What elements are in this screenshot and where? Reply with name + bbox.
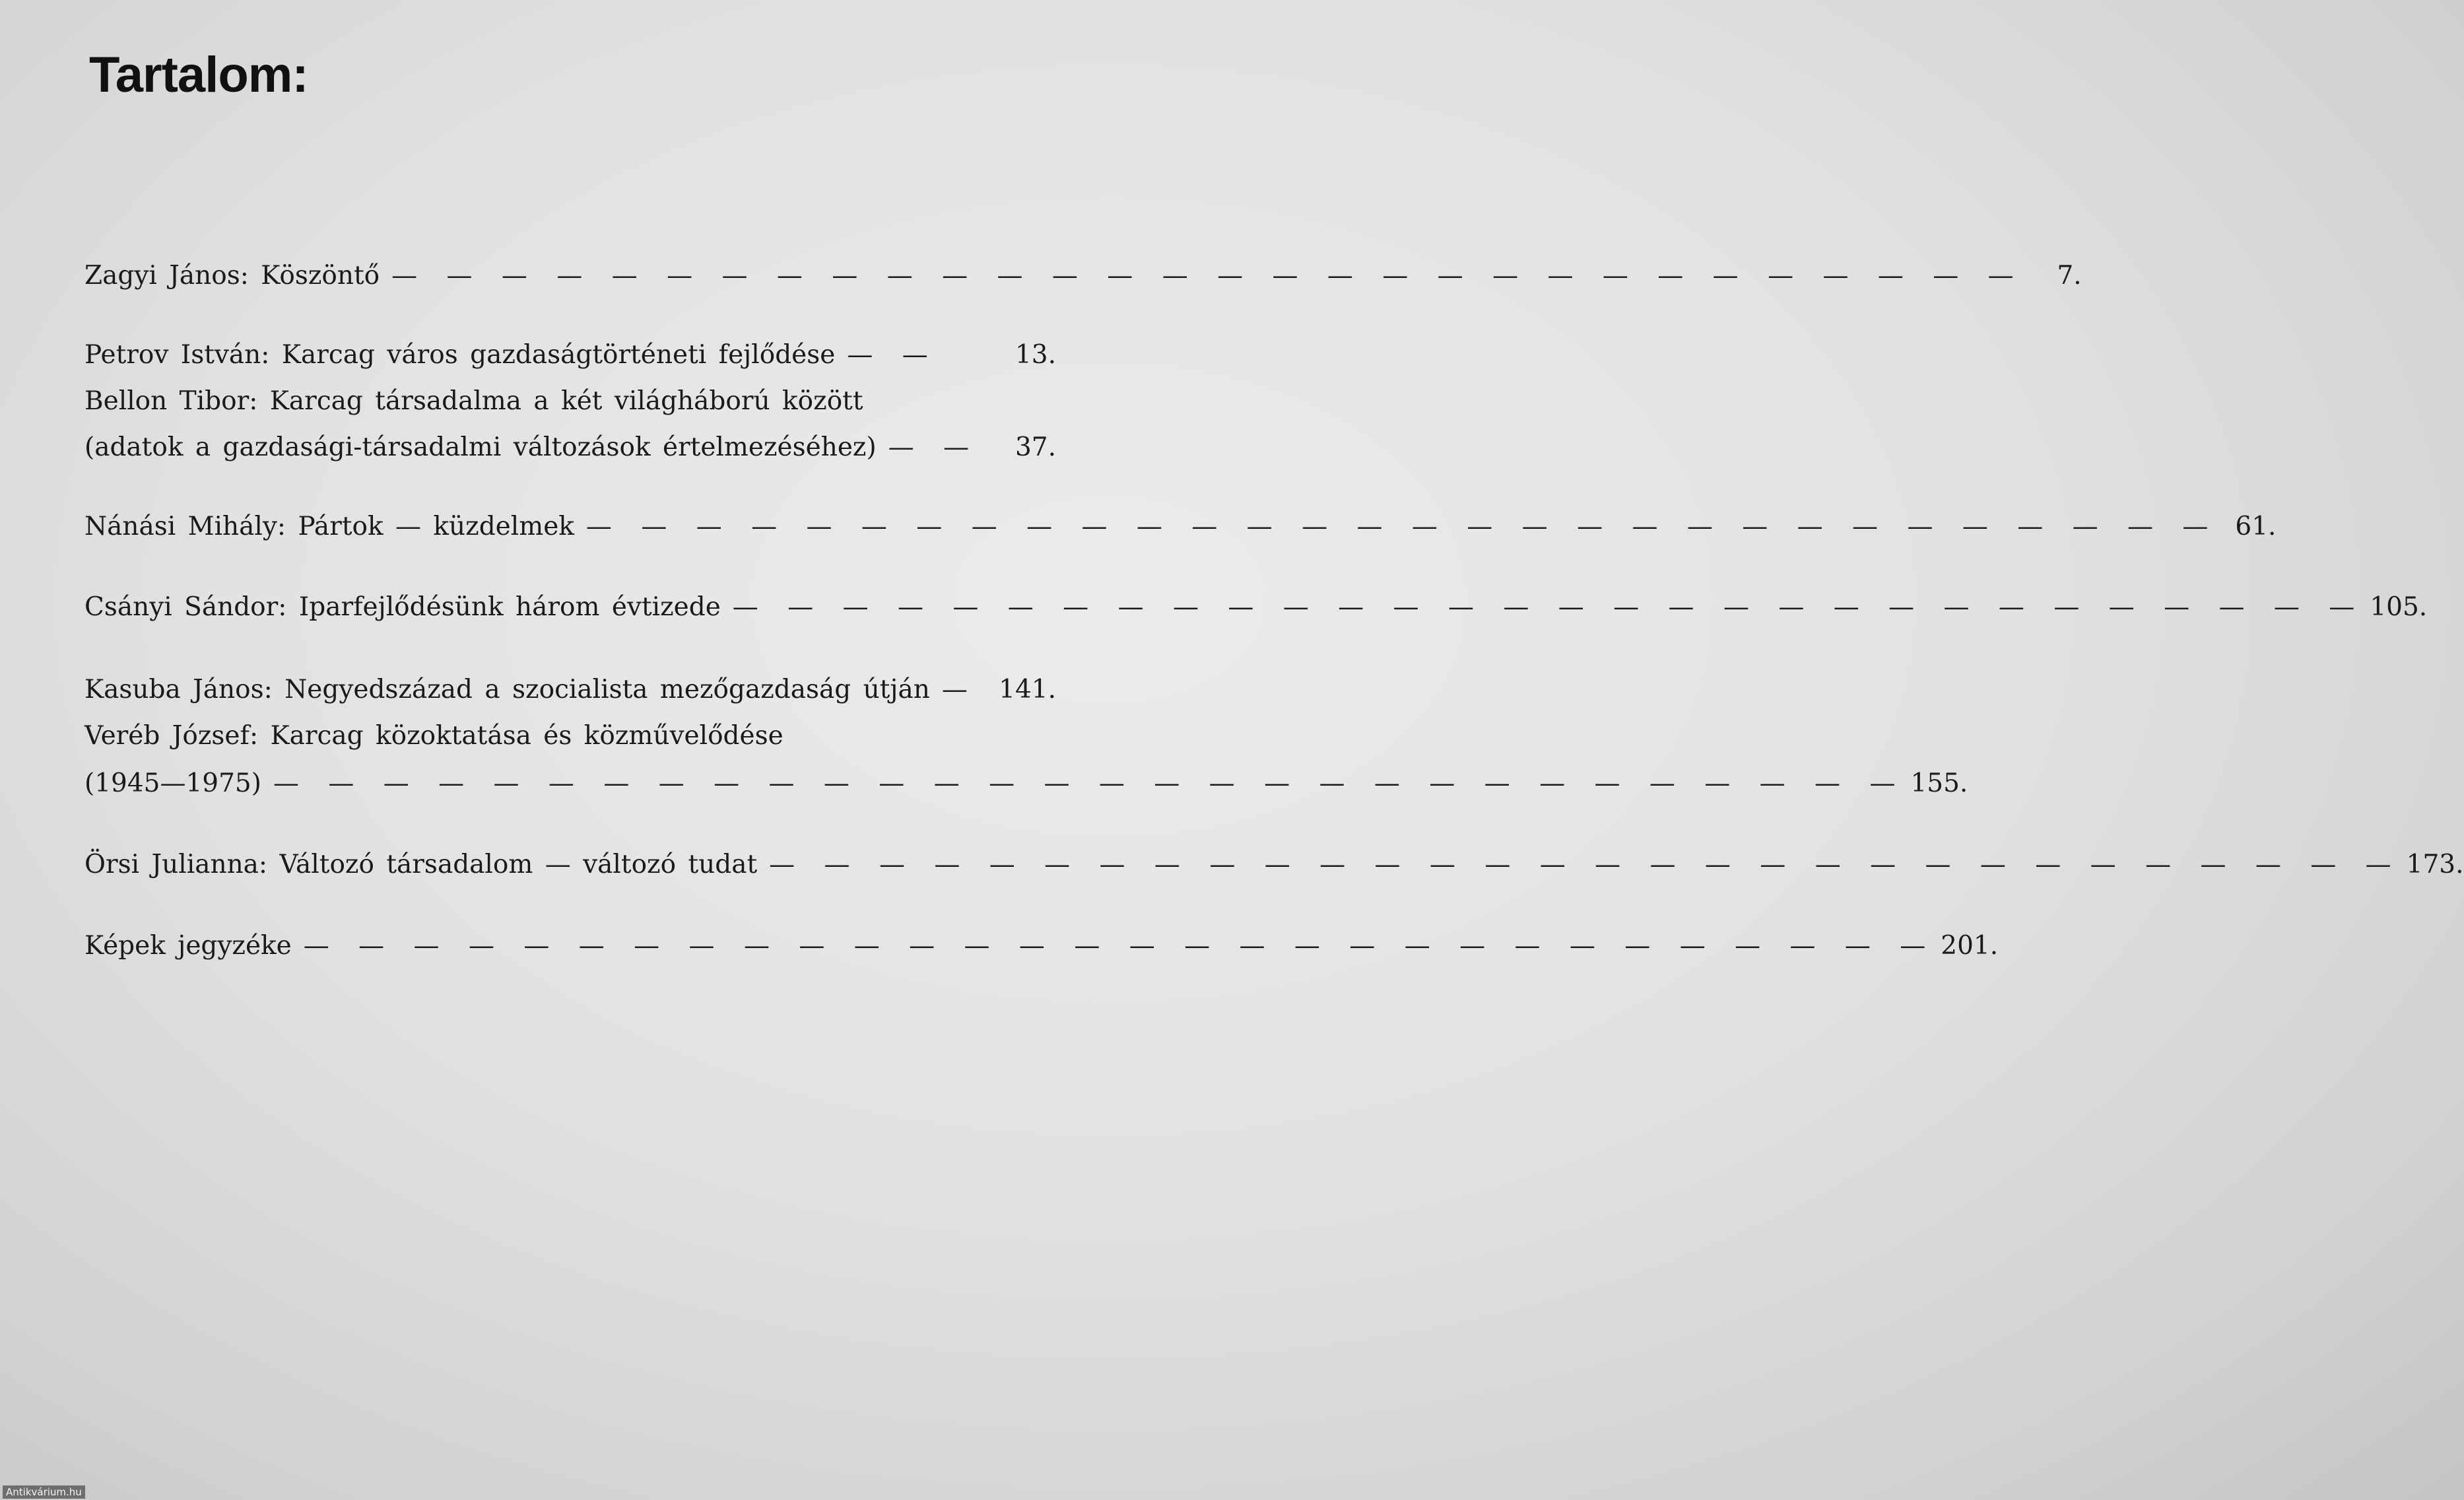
toc-entry-zagyi: [84, 256, 2082, 296]
watermark: Antikvárium.hu: [3, 1485, 85, 1499]
toc-leader: — — — — — — — — — — — — — — — — — — — — — — — — — — — — — —: [273, 768, 1904, 798]
toc-page-number: 61.: [2235, 512, 2277, 541]
toc-entry-bellon-line1: [84, 382, 1056, 421]
toc-leader: — — — — — — — — — — — — — — — — — — — — — — — — — — — — — —: [303, 931, 1935, 961]
toc-entry-orsi: [84, 845, 2464, 885]
toc-entry-vereb-line1: [84, 716, 1056, 756]
toc-leader: — —: [847, 340, 937, 370]
toc-page-number: 37.: [1015, 432, 1056, 462]
toc-page-number: 155.: [1910, 768, 1968, 798]
toc-leader: — — — — — — — — — — — — — — — — — — — — — — — — — — — — — —: [585, 512, 2217, 541]
toc-page-number: 7.: [2057, 261, 2082, 290]
toc-page-number: 13.: [1015, 340, 1056, 370]
toc-leader: — —: [888, 432, 978, 462]
toc-entry-petrov: [84, 335, 1056, 375]
toc-entry-text: Veréb József: Karcag közoktatása és közművelődése: [84, 721, 783, 751]
toc-entry-text: (1945—1975): [84, 768, 261, 798]
toc-entry-text: Nánási Mihály: Pártok — küzdelmek: [84, 512, 574, 541]
toc-entry-csanyi: [84, 588, 2428, 627]
toc-leader: — — — — — — — — — — — — — — — — — — — — — — — — — — — — — —: [391, 261, 2022, 290]
toc-page-number: 141.: [999, 675, 1056, 704]
toc-entry-text: Kasuba János: Negyedszázad a szocialista mezőgazdaság útján: [84, 675, 930, 704]
toc-leader: — — — — — — — — — — — — — — — — — — — — — — — — — — — — — —: [732, 592, 2364, 622]
toc-page-number: 105.: [2370, 592, 2428, 622]
toc-entry-text: Petrov István: Karcag város gazdaságtörténeti fejlődése: [84, 340, 836, 370]
toc-entry-vereb-line2: [84, 764, 1968, 803]
toc-entry-bellon-line2: [84, 428, 1056, 467]
toc-entry-nanasi: [84, 507, 2277, 547]
toc-entry-text: Bellon Tibor: Karcag társadalma a két világháború között: [84, 386, 863, 416]
toc-entry-text: Örsi Julianna: Változó társadalom — változó tudat: [84, 850, 758, 879]
toc-leader: — — — — — — — — — — — — — — — — — — — — — — — — — — — — — —: [769, 850, 2400, 879]
toc-entry-text: Zagyi János: Köszöntő: [84, 261, 380, 290]
toc-entry-kasuba: [84, 670, 1056, 710]
toc-page-number: 173.: [2406, 850, 2464, 879]
toc-entry-text: (adatok a gazdasági-társadalmi változások értelmezéséhez): [84, 432, 877, 462]
toc-leader: —: [941, 675, 976, 704]
toc-entry-text: Csányi Sándor: Iparfejlődésünk három évtizede: [84, 592, 721, 622]
page-title: Tartalom:: [89, 47, 308, 103]
toc-page-number: 201.: [1941, 931, 1999, 961]
toc-entry-kepek: [84, 926, 1999, 966]
toc-entry-text: Képek jegyzéke: [84, 931, 292, 961]
